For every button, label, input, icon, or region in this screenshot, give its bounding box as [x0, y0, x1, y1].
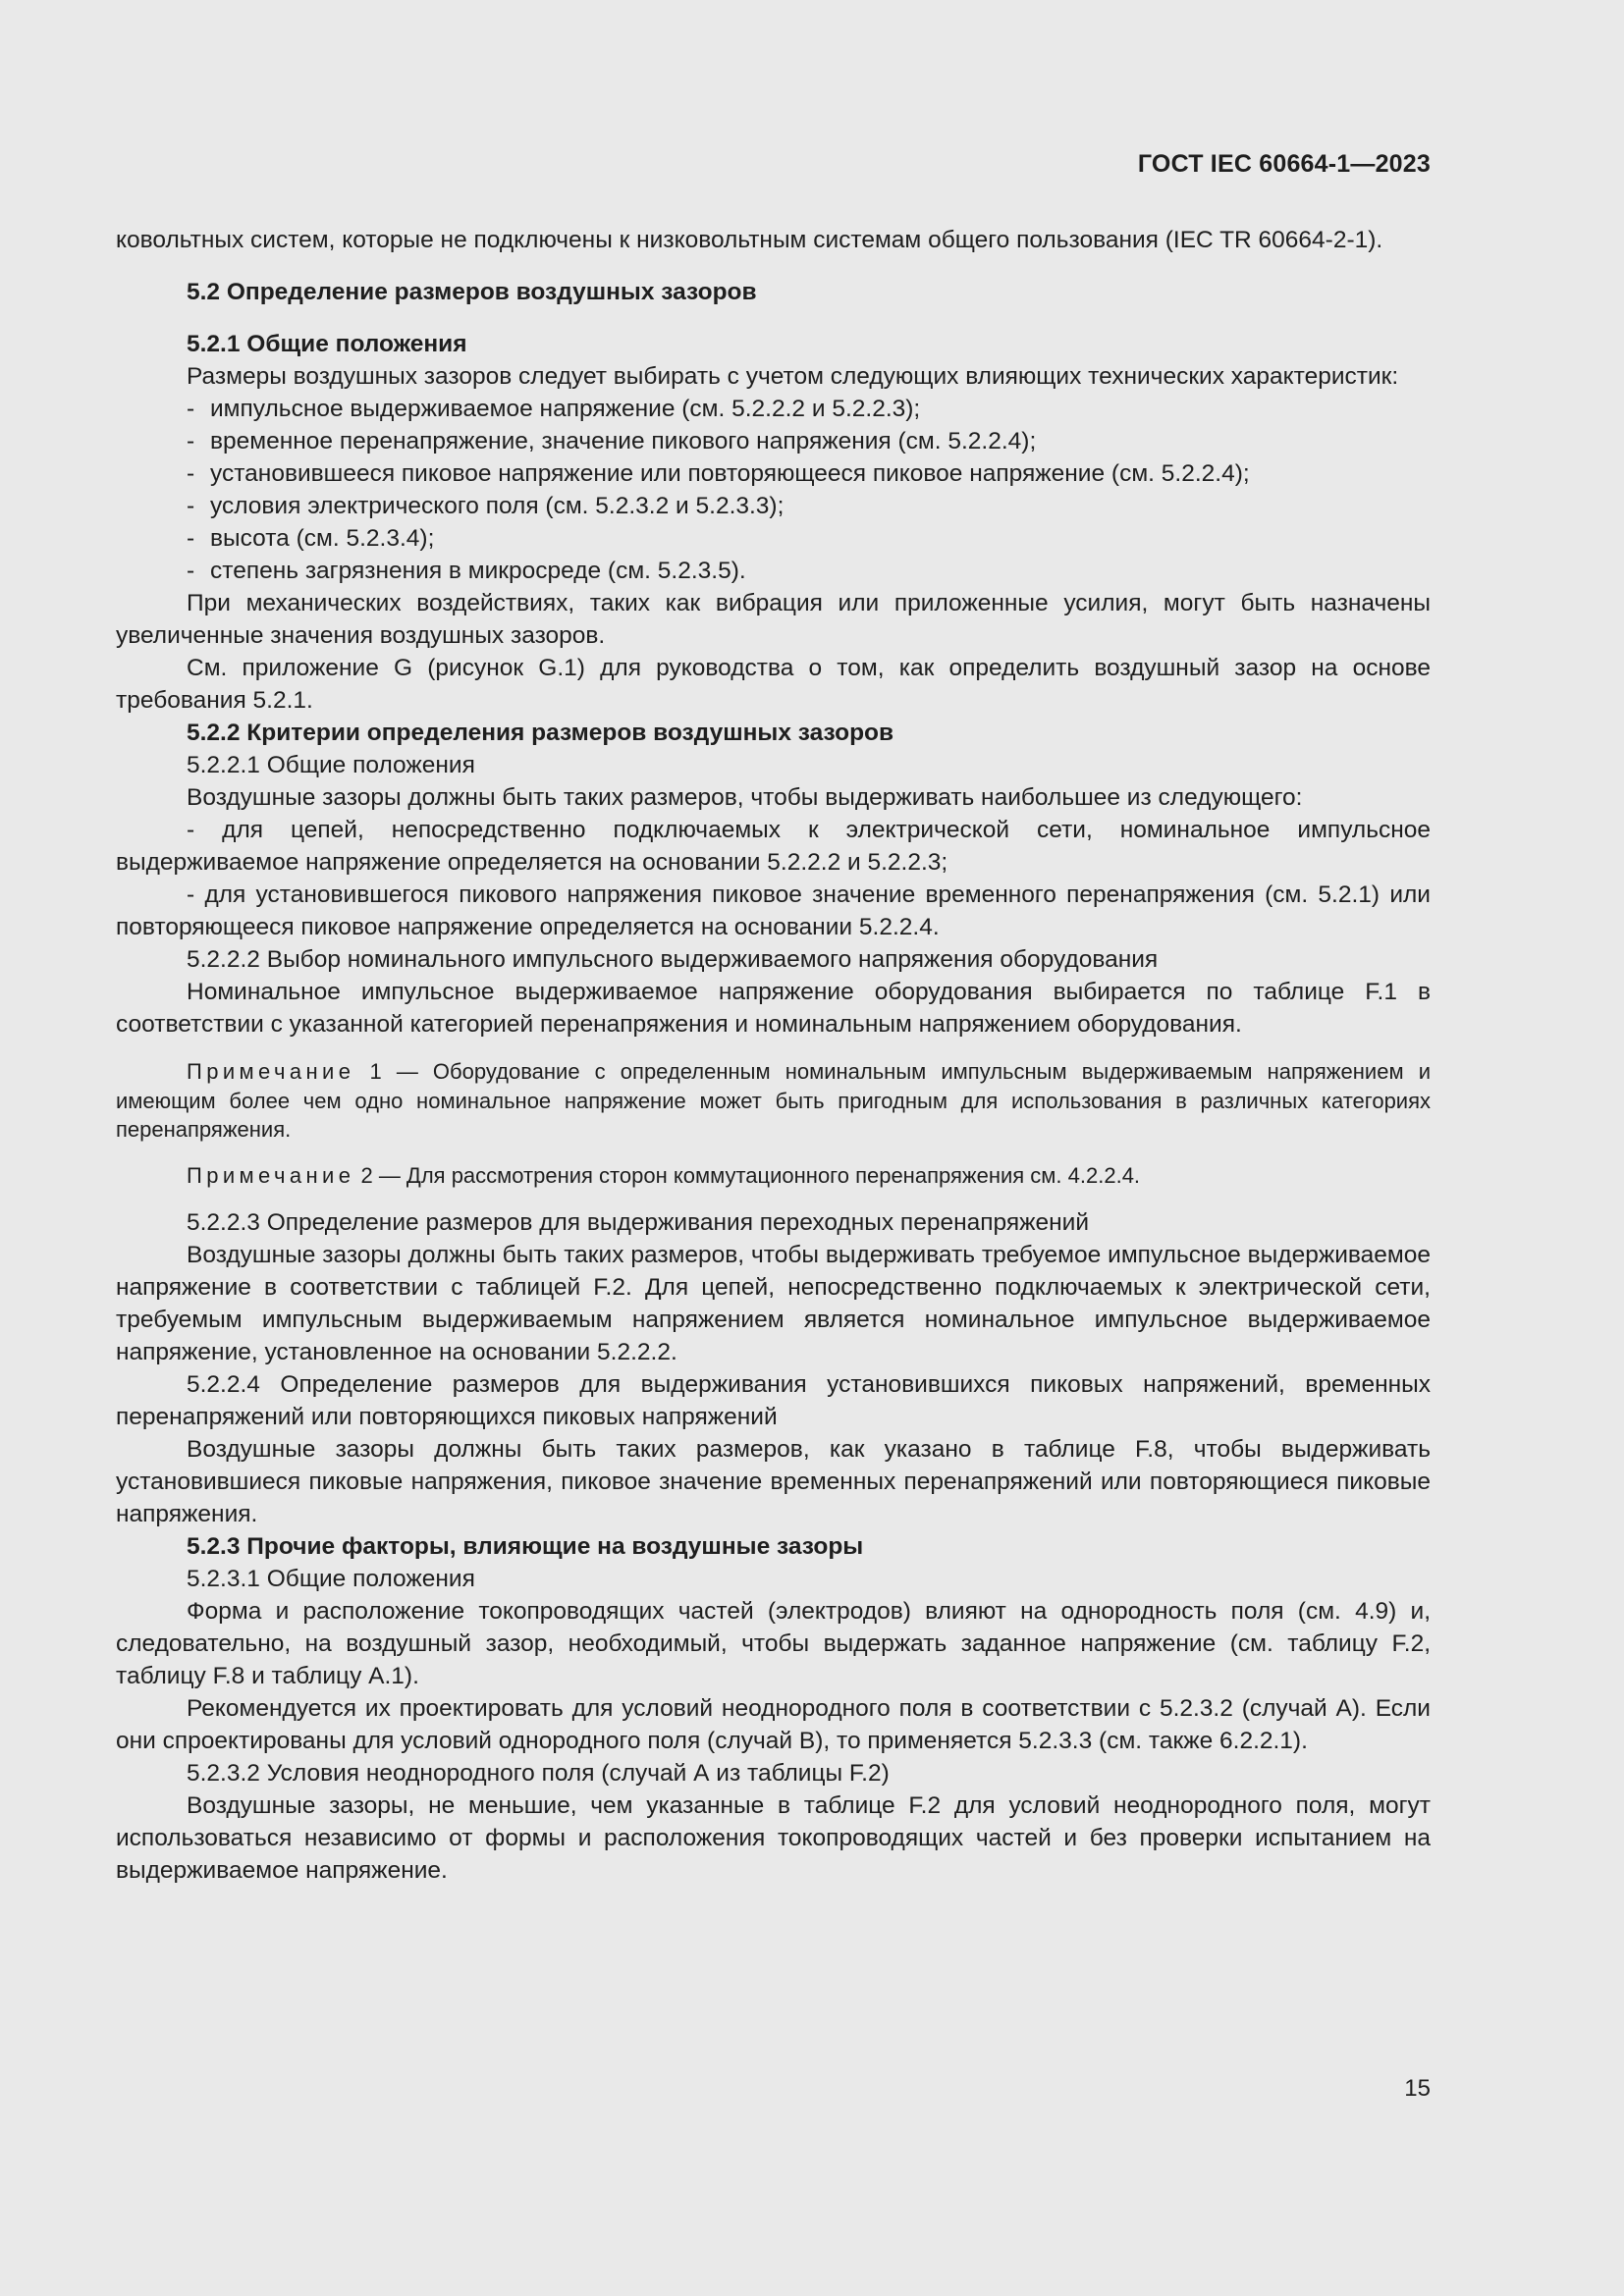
paragraph: Размеры воздушных зазоров следует выбирать с учетом следующих влияющих технических характеристик:	[187, 363, 1399, 390]
paragraph: Воздушные зазоры должны быть таких размеров, чтобы выдерживать требуемое импульсное выдерживаемое напряжение в соответствии с таблицей F.2. Для цепей, непосредственно подключаемых к электрической сети, требуемым импульсным выдерживаемым напряжением является номинальное импульсное выдерживаемое напряжение, установленное на основании 5.2.2.2.	[116, 1242, 1431, 1365]
paragraph: Форма и расположение токопроводящих частей (электродов) влияют на однородность поля (см. 4.9) и, следовательно, на воздушный зазор, необходимый, чтобы выдержать заданное напряжение (см. таблицу F.2, таблицу F.8 и таблицу A.1).	[116, 1598, 1431, 1689]
note-label: Примечание	[187, 1162, 355, 1188]
list-item: - установившееся пиковое напряжение или повторяющееся пиковое напряжение (см. 5.2.2.4);	[116, 457, 1431, 490]
section-heading-5-2-2: 5.2.2 Критерии определения размеров воздушных зазоров	[187, 720, 894, 746]
subsection-title-5-2-2-1: 5.2.2.1 Общие положения	[187, 752, 475, 778]
document-body	[116, 224, 1431, 1887]
dash-marker: -	[187, 460, 195, 487]
paragraph: Воздушные зазоры, не меньшие, чем указанные в таблице F.2 для условий неоднородного поля, могут использоваться независимо от формы и расположения токопроводящих частей и без проверки испытанием на выдерживаемое напряжение.	[116, 1792, 1431, 1884]
list-item: - для установившегося пикового напряжения пиковое значение временного перенапряжения (см. 5.2.1) или повторяющееся пиковое напряжение определяется на основании 5.2.2.4.	[116, 881, 1431, 940]
list-item: - временное перенапряжение, значение пикового напряжения (см. 5.2.2.4);	[116, 425, 1431, 457]
bullet-list	[116, 393, 1431, 587]
section-heading-5-2-3: 5.2.3 Прочие факторы, влияющие на воздушные зазоры	[187, 1533, 864, 1560]
paragraph: Воздушные зазоры должны быть таких размеров, чтобы выдерживать наибольшее из следующего:	[187, 784, 1303, 811]
section-heading-5-2: 5.2 Определение размеров воздушных зазоров	[187, 279, 757, 305]
list-item: - условия электрического поля (см. 5.2.3.2 и 5.2.3.3);	[116, 490, 1431, 522]
list-item: - импульсное выдерживаемое напряжение (см. 5.2.2.2 и 5.2.2.3);	[116, 393, 1431, 425]
subsection-title-5-2-3-2: 5.2.3.2 Условия неоднородного поля (случай А из таблицы F.2)	[187, 1760, 890, 1787]
note-label: Примечание	[187, 1059, 355, 1084]
subsection-title-5-2-2-2: 5.2.2.2 Выбор номинального импульсного выдерживаемого напряжения оборудования	[187, 946, 1159, 973]
dash-marker: -	[187, 817, 195, 843]
paragraph-continuation: ковольтных систем, которые не подключены к низковольтным системам общего пользования (IEC TR 60664-2-1).	[116, 227, 1383, 253]
note-1: Примечание 1 — Оборудование с определенным номинальным импульсным выдерживаемым напряжением и имеющим более чем одно номинальное напряжение может быть пригодным для использования в различных категориях перенапряжения.	[116, 1059, 1431, 1142]
list-item: - для цепей, непосредственно подключаемых к электрической сети, номинальное импульсное выдерживаемое напряжение определяется на основании 5.2.2.2 и 5.2.2.3;	[116, 817, 1432, 876]
document-header-code: ГОСТ IEC 60664-1—2023	[1137, 150, 1431, 178]
dash-marker: -	[187, 881, 195, 908]
dash-marker: -	[187, 525, 195, 552]
subsection-title-5-2-2-3: 5.2.2.3 Определение размеров для выдерживания переходных перенапряжений	[187, 1209, 1090, 1236]
section-heading-5-2-1: 5.2.1 Общие положения	[187, 331, 467, 357]
dash-marker: -	[187, 428, 195, 454]
page-number: 15	[1404, 2075, 1431, 2102]
paragraph: При механических воздействиях, таких как вибрация или приложенные усилия, могут быть назначены увеличенные значения воздушных зазоров.	[116, 590, 1431, 649]
paragraph: Рекомендуется их проектировать для условий неоднородного поля в соответствии с 5.2.3.2 (случай А). Если они спроектированы для условий однородного поля (случай В), то применяется 5.2.3.3 (см. также 6.2.2.1).	[116, 1695, 1431, 1754]
list-item: - степень загрязнения в микросреде (см. 5.2.3.5).	[116, 555, 1431, 587]
note-2: Примечание 2 — Для рассмотрения сторон коммутационного перенапряжения см. 4.2.2.4.	[187, 1162, 1141, 1188]
list-item: - высота (см. 5.2.3.4);	[116, 522, 1431, 555]
dash-marker: -	[187, 493, 195, 519]
subsection-title-5-2-3-1: 5.2.3.1 Общие положения	[187, 1566, 475, 1592]
dash-marker: -	[187, 396, 195, 422]
paragraph: Номинальное импульсное выдерживаемое напряжение оборудования выбирается по таблице F.1 в соответствии с указанной категорией перенапряжения и номинальным напряжением оборудования.	[116, 979, 1431, 1038]
paragraph: Воздушные зазоры должны быть таких размеров, как указано в таблице F.8, чтобы выдерживать установившиеся пиковые напряжения, пиковое значение временных перенапряжений или повторяющиеся пиковые напряжения.	[116, 1436, 1431, 1527]
subsection-title-5-2-2-4: 5.2.2.4 Определение размеров для выдерживания установившихся пиковых напряжений, временных перенапряжений или повторяющихся пиковых напряжений	[116, 1371, 1431, 1430]
dash-marker: -	[187, 558, 195, 584]
paragraph: См. приложение G (рисунок G.1) для руководства о том, как определить воздушный зазор на основе требования 5.2.1.	[116, 655, 1431, 714]
